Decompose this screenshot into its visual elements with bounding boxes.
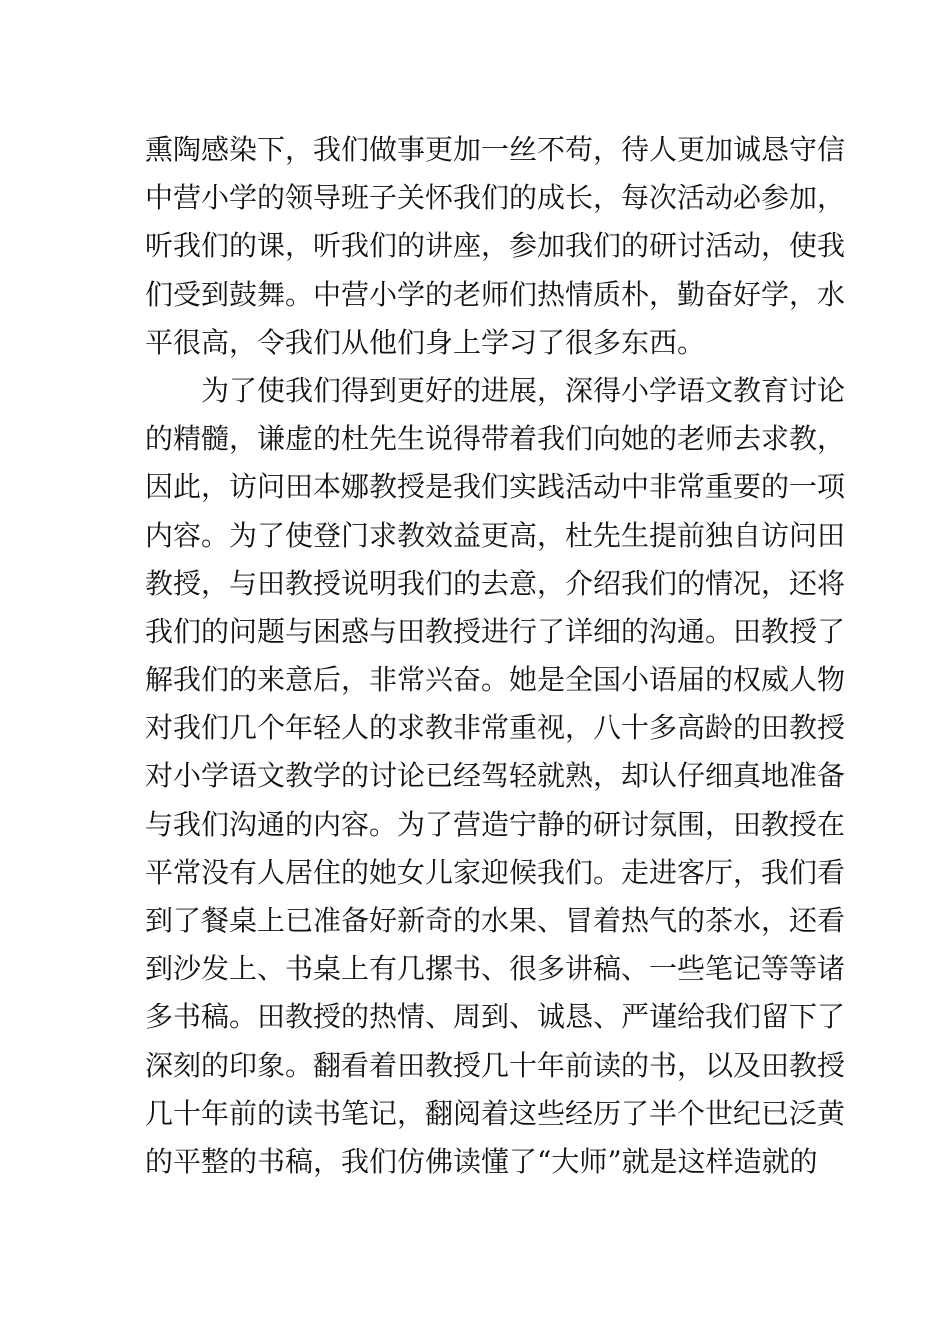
text-line: 的精髓，谦虚的杜先生说得带着我们向她的老师去求教， bbox=[145, 422, 846, 456]
paragraph-first-line: 为了使我们得到更好的进展，深得小学语文教育讨论 bbox=[201, 373, 846, 407]
text-line: 几十年前的读书笔记，翻阅着这些经历了半个世纪已泛黄 bbox=[145, 1096, 846, 1130]
text-line: 与我们沟通的内容。为了营造宁静的研讨氛围，田教授在 bbox=[145, 807, 846, 841]
text-line: 因此，访问田本娜教授是我们实践活动中非常重要的一项 bbox=[145, 470, 846, 504]
text-line: 教授，与田教授说明我们的去意，介绍我们的情况，还将 bbox=[145, 566, 846, 600]
text-line: 熏陶感染下，我们做事更加一丝不苟，待人更加诚恳守信 bbox=[145, 133, 846, 166]
text-line: 到了餐桌上已准备好新奇的水果、冒着热气的茶水，还看 bbox=[145, 904, 846, 937]
text-line: 到沙发上、书桌上有几摞书、很多讲稿、一些笔记等等诸 bbox=[145, 952, 846, 986]
text-line: 对我们几个年轻人的求教非常重视，八十多高龄的田教授 bbox=[145, 711, 846, 745]
text-line: 解我们的来意后，非常兴奋。她是全国小语届的权威人物 bbox=[145, 663, 846, 697]
text-line: 平常没有人居住的她女儿家迎候我们。走进客厅，我们看 bbox=[145, 855, 846, 889]
text-line: 深刻的印象。翻看着田教授几十年前读的书，以及田教授 bbox=[145, 1048, 846, 1082]
text-line: 听我们的课，听我们的讲座，参加我们的研讨活动，使我 bbox=[145, 229, 846, 263]
text-line: 们受到鼓舞。中营小学的老师们热情质朴，勤奋好学，水 bbox=[145, 277, 846, 311]
text-line: 中营小学的领导班子关怀我们的成长，每次活动必参加， bbox=[145, 181, 846, 215]
body-text bbox=[145, 126, 846, 1186]
text-line: 的平整的书稿，我们仿佛读懂了“大师”就是这样造就的 bbox=[145, 1144, 818, 1178]
text-line: 我们的问题与困惑与田教授进行了详细的沟通。田教授了 bbox=[145, 614, 846, 648]
text-line: 平很高，令我们从他们身上学习了很多东西。 bbox=[145, 325, 706, 359]
text-line: 内容。为了使登门求教效益更高，杜先生提前独自访问田 bbox=[145, 518, 846, 552]
text-line: 多书稿。田教授的热情、周到、诚恳、严谨给我们留下了 bbox=[145, 1000, 846, 1034]
text-line: 对小学语文教学的讨论已经驾轻就熟，却认仔细真地准备 bbox=[145, 759, 846, 793]
